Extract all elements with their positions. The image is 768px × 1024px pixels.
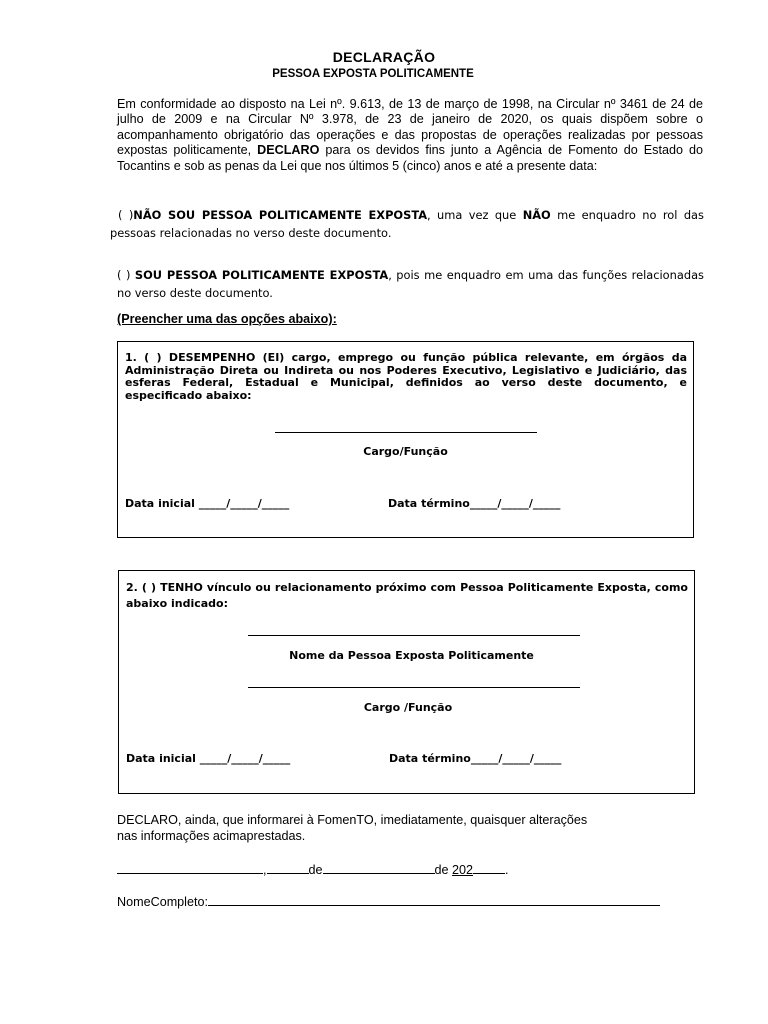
date-de-2: de [434,863,449,877]
intro-declaro: DECLARO [257,143,320,158]
name-label: NomeCompleto: [117,895,208,909]
box1-start-date[interactable]: Data inicial _____/_____/_____ [125,497,290,510]
option-nao-bold: NÃO SOU PESSOA POLITICAMENTE EXPOSTA [133,208,428,222]
city-field[interactable] [117,873,263,874]
option-nao-mid: , uma vez que [427,208,523,222]
option-sou-checkbox[interactable]: ( ) [117,268,131,282]
closing-paragraph: DECLARO, ainda, que informarei à FomenTO, imediatamente, quaisquer alterações nas informações acimaprestadas. [117,813,588,843]
option-sou-bold: SOU PESSOA POLITICAMENTE EXPOSTA [134,268,389,282]
box-option-1 [117,341,694,538]
date-de-1: de [308,863,323,877]
name-line [117,895,660,909]
box1-end-date[interactable]: Data término_____/_____/_____ [388,497,561,510]
box1-field-label: Cargo/Função [363,445,448,458]
box2-field1-label: Nome da Pessoa Exposta Politicamente [289,649,534,662]
box2-start-date[interactable]: Data inicial _____/_____/_____ [126,752,291,765]
month-field[interactable] [323,873,435,874]
option-nao-sou [110,206,704,242]
option-nao-bold2: NÃO [522,208,551,222]
box2-end-date[interactable]: Data término_____/_____/_____ [389,752,562,765]
option-sou [117,266,704,302]
document-subtitle: PESSOA EXPOSTA POLITICAMENTE [272,68,474,80]
date-separator: , [263,863,267,877]
box1-field-line[interactable] [275,432,537,433]
option-sou-end: , pois me enquadro em uma das funções relacionadas no verso deste documento. [117,268,704,300]
document-title: DECLARAÇÃO [332,49,436,65]
instruction-text: (Preencher uma das opções abaixo): [117,312,337,326]
year-prefix: 202 [452,863,474,877]
intro-paragraph [117,97,703,174]
box2-field2-line[interactable] [248,687,580,688]
intro-text-before: Em conformidade ao disposto na Lei nº. 9.613, de 13 de março de 1998, na Circular nº 3461 de 24 de julho de 2009 e na Circular Nº 3.978, de 23 de janeiro de 2020, os quais dispõem sobre o acompanhamento obrigatório das operações e das propostas de operações realizadas por pessoas expostas politicamente, [117,97,703,158]
year-field[interactable] [473,873,505,874]
name-field[interactable] [208,905,660,906]
intro-text-after: para os devidos fins junto a Agência de Fomento do Estado do Tocantins e sob as penas da Lei que nos últimos 5 (cinco) anos e até a presente data: [117,143,704,173]
option-nao-end: me enquadro no rol das pessoas relacionadas no verso deste documento. [110,208,704,240]
box2-text: 2. ( ) TENHO vínculo ou relacionamento próximo com Pessoa Politicamente Exposta, como abaixo indicado: [126,581,688,610]
option-nao-checkbox[interactable]: ( ) [118,208,134,222]
box1-text: 1. ( ) DESEMPENHO (EI) cargo, emprego ou função pública relevante, em órgãos da Administração Direta ou Indireta ou nos Poderes Executivo, Legislativo e Judiciário, das esferas Federal, Estadual e Municipal, definidos ao verso deste documento, e especificado abaixo: [125,351,687,402]
date-line: , de de 202 . [117,863,509,877]
box-option-2 [118,570,695,794]
box2-field1-line[interactable] [248,635,580,636]
day-field[interactable] [267,873,309,874]
box2-field2-label: Cargo /Função [363,701,453,714]
